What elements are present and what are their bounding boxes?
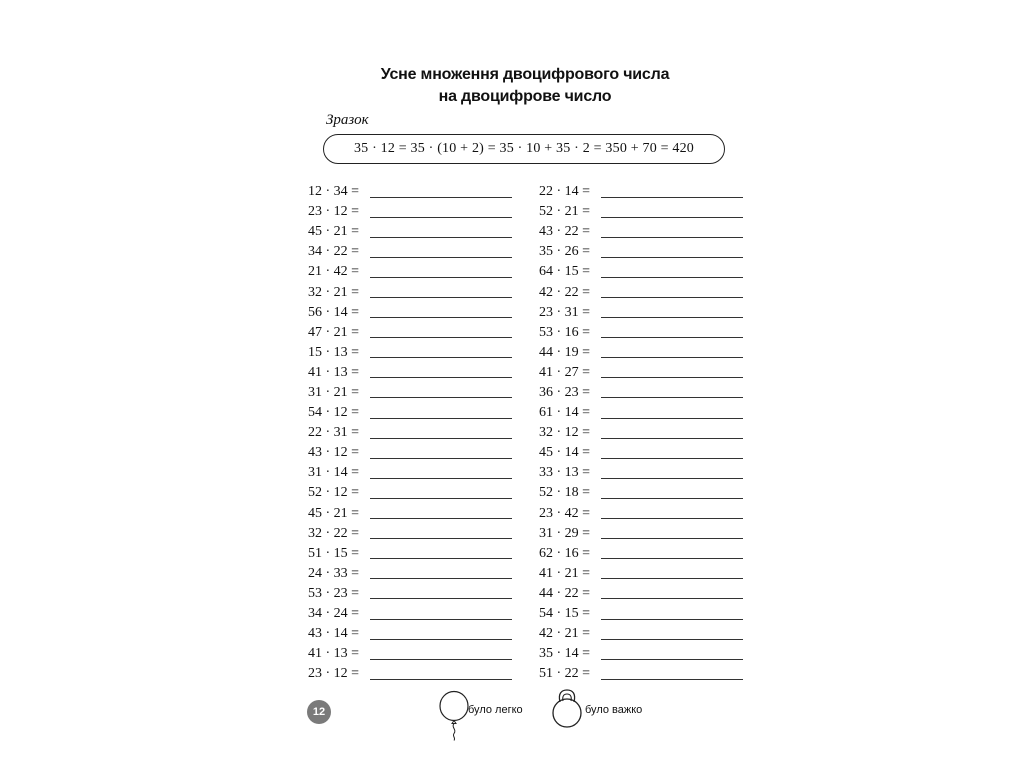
answer-line[interactable] bbox=[370, 257, 512, 258]
exercise-row bbox=[308, 664, 512, 684]
answer-line[interactable] bbox=[370, 558, 512, 559]
exercise-row bbox=[539, 222, 743, 242]
answer-line[interactable] bbox=[601, 317, 743, 318]
exercise-expression: 45 · 21 = bbox=[308, 224, 360, 240]
exercise-row bbox=[308, 202, 512, 222]
answer-line[interactable] bbox=[370, 317, 512, 318]
exercise-expression: 35 · 14 = bbox=[539, 646, 591, 662]
exercise-expression: 44 · 22 = bbox=[539, 585, 591, 601]
answer-line[interactable] bbox=[601, 397, 743, 398]
exercise-row bbox=[308, 463, 512, 483]
answer-line[interactable] bbox=[601, 598, 743, 599]
exercise-row bbox=[539, 242, 743, 262]
exercise-expression: 23 · 31 = bbox=[539, 304, 591, 320]
exercise-row bbox=[308, 624, 512, 644]
exercise-row bbox=[308, 242, 512, 262]
exercise-row bbox=[308, 282, 512, 302]
hard-label: було важко bbox=[585, 704, 643, 716]
exercise-row bbox=[539, 524, 743, 544]
exercise-expression: 41 · 27 = bbox=[539, 364, 591, 380]
exercise-row bbox=[539, 343, 743, 363]
exercise-row bbox=[308, 584, 512, 604]
exercise-expression: 23 · 12 = bbox=[308, 666, 360, 682]
exercise-expression: 45 · 14 = bbox=[539, 445, 591, 461]
answer-line[interactable] bbox=[601, 217, 743, 218]
page-number-badge: 12 bbox=[307, 700, 331, 724]
answer-line[interactable] bbox=[370, 498, 512, 499]
exercise-expression: 54 · 15 = bbox=[539, 606, 591, 622]
exercise-row bbox=[308, 564, 512, 584]
exercise-expression: 52 · 12 = bbox=[308, 485, 360, 501]
answer-line[interactable] bbox=[370, 297, 512, 298]
exercise-row bbox=[539, 664, 743, 684]
answer-line[interactable] bbox=[601, 357, 743, 358]
answer-line[interactable] bbox=[370, 397, 512, 398]
exercise-expression: 34 · 22 = bbox=[308, 244, 360, 260]
exercise-row bbox=[308, 323, 512, 343]
exercise-row bbox=[539, 262, 743, 282]
exercise-expression: 31 · 29 = bbox=[539, 525, 591, 541]
answer-line[interactable] bbox=[601, 619, 743, 620]
exercise-row bbox=[308, 343, 512, 363]
exercise-expression: 23 · 42 = bbox=[539, 505, 591, 521]
answer-line[interactable] bbox=[370, 377, 512, 378]
exercise-expression: 21 · 42 = bbox=[308, 264, 360, 280]
answer-line[interactable] bbox=[370, 197, 512, 198]
exercise-expression: 53 · 23 = bbox=[308, 585, 360, 601]
exercise-row bbox=[539, 644, 743, 664]
sample-label: Зразок bbox=[326, 112, 369, 128]
exercise-expression: 36 · 23 = bbox=[539, 384, 591, 400]
exercise-row bbox=[539, 303, 743, 323]
answer-line[interactable] bbox=[370, 679, 512, 680]
answer-line[interactable] bbox=[601, 458, 743, 459]
exercise-expression: 45 · 21 = bbox=[308, 505, 360, 521]
answer-line[interactable] bbox=[370, 217, 512, 218]
exercise-expression: 22 · 31 = bbox=[308, 425, 360, 441]
exercise-row bbox=[539, 323, 743, 343]
answer-line[interactable] bbox=[370, 237, 512, 238]
easy-label: було легко bbox=[468, 704, 523, 716]
exercise-expression: 42 · 21 = bbox=[539, 626, 591, 642]
exercise-row bbox=[539, 504, 743, 524]
exercise-expression: 32 · 12 = bbox=[539, 425, 591, 441]
exercise-expression: 33 · 13 = bbox=[539, 465, 591, 481]
page-title-line-1: Усне множення двоцифрового числа bbox=[380, 66, 670, 83]
exercise-expression: 43 · 22 = bbox=[539, 224, 591, 240]
exercise-row bbox=[539, 483, 743, 503]
exercise-expression: 41 · 13 = bbox=[308, 646, 360, 662]
exercise-row bbox=[308, 403, 512, 423]
answer-line[interactable] bbox=[601, 558, 743, 559]
answer-line[interactable] bbox=[370, 518, 512, 519]
exercise-row bbox=[308, 262, 512, 282]
exercise-row bbox=[539, 584, 743, 604]
exercise-row bbox=[539, 564, 743, 584]
exercise-row bbox=[539, 604, 743, 624]
answer-line[interactable] bbox=[601, 679, 743, 680]
exercise-expression: 15 · 13 = bbox=[308, 344, 360, 360]
answer-line[interactable] bbox=[601, 478, 743, 479]
exercise-row bbox=[308, 182, 512, 202]
answer-line[interactable] bbox=[601, 659, 743, 660]
answer-line[interactable] bbox=[601, 578, 743, 579]
exercise-row bbox=[308, 644, 512, 664]
exercise-row bbox=[539, 282, 743, 302]
exercise-expression: 56 · 14 = bbox=[308, 304, 360, 320]
sample-box bbox=[323, 134, 725, 164]
answer-line[interactable] bbox=[370, 418, 512, 419]
answer-line[interactable] bbox=[370, 619, 512, 620]
page-title-line-2: на двоцифрове число bbox=[438, 88, 612, 105]
exercise-expression: 31 · 21 = bbox=[308, 384, 360, 400]
answer-line[interactable] bbox=[370, 357, 512, 358]
exercise-expression: 24 · 33 = bbox=[308, 565, 360, 581]
exercise-row bbox=[539, 363, 743, 383]
exercise-row bbox=[308, 303, 512, 323]
answer-line[interactable] bbox=[601, 237, 743, 238]
exercise-expression: 32 · 22 = bbox=[308, 525, 360, 541]
exercise-row bbox=[308, 443, 512, 463]
exercise-row bbox=[539, 624, 743, 644]
exercise-row bbox=[539, 202, 743, 222]
answer-line[interactable] bbox=[601, 337, 743, 338]
exercise-expression: 51 · 22 = bbox=[539, 666, 591, 682]
exercise-expression: 52 · 18 = bbox=[539, 485, 591, 501]
exercise-expression: 35 · 26 = bbox=[539, 244, 591, 260]
exercise-expression: 41 · 21 = bbox=[539, 565, 591, 581]
exercise-expression: 41 · 13 = bbox=[308, 364, 360, 380]
exercise-row bbox=[539, 423, 743, 443]
answer-line[interactable] bbox=[601, 277, 743, 278]
answer-line[interactable] bbox=[370, 598, 512, 599]
answer-line[interactable] bbox=[601, 297, 743, 298]
exercise-expression: 47 · 21 = bbox=[308, 324, 360, 340]
exercise-row bbox=[308, 222, 512, 242]
answer-line[interactable] bbox=[370, 639, 512, 640]
exercise-row bbox=[539, 383, 743, 403]
exercise-expression: 43 · 14 = bbox=[308, 626, 360, 642]
answer-line[interactable] bbox=[370, 478, 512, 479]
answer-line[interactable] bbox=[370, 337, 512, 338]
exercise-expression: 23 · 12 = bbox=[308, 204, 360, 220]
exercise-row bbox=[308, 383, 512, 403]
answer-line[interactable] bbox=[370, 538, 512, 539]
exercise-expression: 12 · 34 = bbox=[308, 184, 360, 200]
answer-line[interactable] bbox=[370, 578, 512, 579]
answer-line[interactable] bbox=[370, 458, 512, 459]
exercise-row bbox=[308, 423, 512, 443]
answer-line[interactable] bbox=[601, 639, 743, 640]
exercise-row bbox=[308, 504, 512, 524]
answer-line[interactable] bbox=[601, 197, 743, 198]
exercise-row bbox=[308, 363, 512, 383]
exercise-row bbox=[308, 524, 512, 544]
sample-expression: 35 · 12 = 35 · (10 + 2) = 35 · 10 + 35 · 2 = 350 + 70 = 420 bbox=[353, 141, 695, 156]
right-exercise-column bbox=[539, 182, 743, 684]
exercise-expression: 53 · 16 = bbox=[539, 324, 591, 340]
answer-line[interactable] bbox=[370, 277, 512, 278]
exercise-expression: 64 · 15 = bbox=[539, 264, 591, 280]
answer-line[interactable] bbox=[370, 659, 512, 660]
exercise-row bbox=[539, 182, 743, 202]
exercise-expression: 51 · 15 = bbox=[308, 545, 360, 561]
exercise-row bbox=[539, 403, 743, 423]
exercise-expression: 34 · 24 = bbox=[308, 606, 360, 622]
answer-line[interactable] bbox=[370, 438, 512, 439]
exercise-row bbox=[308, 483, 512, 503]
exercise-expression: 31 · 14 = bbox=[308, 465, 360, 481]
exercise-expression: 44 · 19 = bbox=[539, 344, 591, 360]
exercise-expression: 61 · 14 = bbox=[539, 405, 591, 421]
exercise-row bbox=[539, 463, 743, 483]
exercise-expression: 42 · 22 = bbox=[539, 284, 591, 300]
exercise-expression: 62 · 16 = bbox=[539, 545, 591, 561]
answer-line[interactable] bbox=[601, 538, 743, 539]
exercise-row bbox=[308, 544, 512, 564]
answer-line[interactable] bbox=[601, 377, 743, 378]
exercise-expression: 32 · 21 = bbox=[308, 284, 360, 300]
answer-line[interactable] bbox=[601, 498, 743, 499]
left-exercise-column bbox=[308, 182, 512, 684]
exercise-row bbox=[539, 443, 743, 463]
answer-line[interactable] bbox=[601, 257, 743, 258]
exercise-expression: 54 · 12 = bbox=[308, 405, 360, 421]
kettlebell-icon bbox=[550, 688, 586, 730]
answer-line[interactable] bbox=[601, 518, 743, 519]
answer-line[interactable] bbox=[601, 438, 743, 439]
exercise-row bbox=[539, 544, 743, 564]
exercise-expression: 22 · 14 = bbox=[539, 184, 591, 200]
exercise-expression: 43 · 12 = bbox=[308, 445, 360, 461]
answer-line[interactable] bbox=[601, 418, 743, 419]
exercise-expression: 52 · 21 = bbox=[539, 204, 591, 220]
balloon-icon bbox=[438, 690, 472, 742]
exercise-row bbox=[308, 604, 512, 624]
